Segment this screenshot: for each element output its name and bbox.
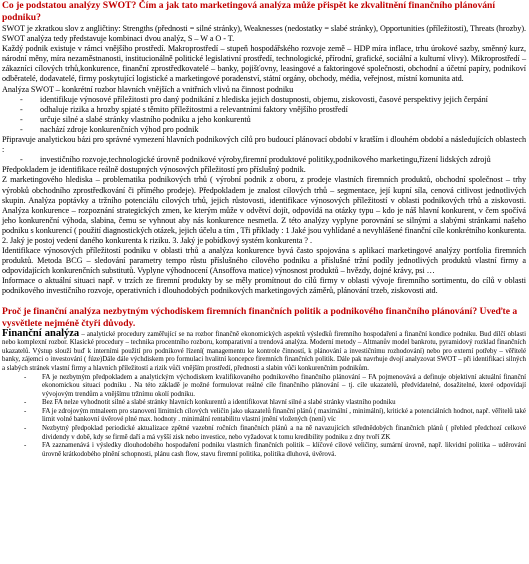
prerequisite-paragraph: Předpokladem je identifikace reálně dostupných výnosových příležitostí pro příslušný podnik. xyxy=(2,165,306,175)
list-item: - identifikuje výnosové příležitosti pro daný podnikání z hlediska jejich dostupnosti, objemu, ziskovosti, časové perspektivy jejich čerpání xyxy=(40,95,526,105)
document-page xyxy=(2,0,526,459)
list-item: - odhaluje rizika a hrozby spjaté s těmito příležitostmi a relevantními faktory vnějšího prostředí xyxy=(40,105,526,115)
list-item: - investičního rozvoje,technologické úrovně podnikové výroby,firemní produktové politiky,podnikového marketingu,řízení lidských zdrojů xyxy=(40,155,526,165)
list-item: - FA je nezbytným předpokladem a analytickým východiskem kvalifikovaného podnikového finančního plánování – FA pojmenovává a definuje objektivní aktuální finanční ekonomickou situaci podniku . Na této základě je možné formulovat reálné cíle finančního plánování – tj. cíle ukazatelů, předvídatelné, dosažitelné, které odpovídají vývojovým trendům a vnějšímu tržnímu okolí podniku. xyxy=(42,374,526,400)
financial-analysis-bullet-list xyxy=(2,374,526,460)
areas-bullet-list xyxy=(2,155,526,165)
environment-paragraph: Každý podnik existuje v rámci vnějšího prostředí. Makroprostředí – stupeň hospodářského rozvoje země – HDP míra inflace, trhu úrokové sazby, směnný kurz, národní měny, míra nezaměstnanosti, institucionálně politické legislativní prostředí, technologické, přírodní, grafické, sociální a kulturní vlivy). Mikroprostředí – zákazníci cílových trhů,konkurence, finanční zprostředkovatelé – banky, pojišťovny, leasingové a faktoringové společnosti, obchodní a účetní papíry, podnikoví odběratelé, dodavatelé, firmy poskytující logistické a marketingové poradenství, státní orgány, obchody, média, veřejnost, místní komunita atd. xyxy=(2,44,526,84)
information-paragraph: Informace o aktuální situaci např. v trzích ze firemní produkty by se měly promítnout do cílů firmy v oblasti vývoje firemního sortimentu, do cílů v oblasti podnikového investičního rozvoje, operativních i dlouhodobých podnikových marketingových záměrů, plánování trzeb, ziskovosti atd. xyxy=(2,276,526,296)
swot-analysis-line: Analýza SWOT – konkrétní rozbor hlavních vnějších a vnitřních vlivů na činnost podniku xyxy=(2,84,294,94)
identification-paragraph: Identifikace výnosových příležitostí podniku v oblasti trhů a analýza konkurence byvá často spojována s aplikací marketingové analýzy portfolia firemních produktů. Metoda BCG – sledování parametry tempo růstu příslušného cílového podniku a příslušné tržní podíly jednotlivých produktů vlastní firmy a odpovídajících konkurenčních substitutů. Vyplyne výhodnocení (Ansoffova matice) výnosnost produktů – hvězdy, dojné krávy, psi … xyxy=(2,246,526,276)
financial-analysis-text: – analytické procedury zaměřující se na rozbor finančně ekonomických aspektů výsledků firemního hospodaření a finanční kondice podniku. Bud dílčí oblasti nebo komplexní rozbor. Klasické procedury – technika procentního rozboru, komparativní a trendová analýza. Moderní metody – Altmanův model bankrotu, pyramidový rozklad finančních ukazatelů. Výstup slouží buď k interními použití pro podnikové řízení( managementu ke kontrole činností, k plánování a investičnímu rozhodování) nebo pro externí potřeby – věřitelé banky, zájemci o investování ( fúze)Dále dále výchdiskem pro formulaci hvalitní koncepce firemních finančních politik. Dále pak navrhuje dvojí analyzovat SWOT – při identifikaci silných a slabých stránek vlastní firmy a hlavních příležitostí a rizik vůči vnějším prostředí, přednosti a slabin vůči konkurenčním podnikům. xyxy=(2,330,526,372)
section-heading-swot: Co je podstatou analýzy SWOT? Čím a jak tato marketingová analýza může přispět ke zkvalitnění finančního plánování podniku? xyxy=(2,0,496,23)
list-item: - FA zaznamenává i výsledky dlouhodobého hospodaření podniku vlastních finančních politik – klíčové cílové veličiny, sumární úrovně, např. likvidní politika – uděrování úrovně krátkodobého plnění schopnosti, plánu cash flow, stavu firemní politika, politika dluhová, úvěrová. xyxy=(42,442,526,459)
section-heading-financial-analysis: Proč je finanční analýza nezbytným východiskem firemních finančních politik a podnikového finančního plánování? Uveďte a vysvětlete nejméně čtyři důvody. xyxy=(2,305,518,329)
list-item: - určuje silné a slabé stránky vlastního podniku a jeho konkurentů xyxy=(40,115,526,125)
list-item: - FA je zdrojovým mtnaleem pro stanovení limitních cílových veličin jako ukazatelů finanční plánů ( maximální , minimální), kritické a potenciálních hodnot, např. věřitelů také limit volné bankovní úvěrové plné max. hodnoty . minimální rentabilitu vlastní jmění vložených (není) víc xyxy=(42,408,526,425)
preparation-paragraph: Připravuje analytickou bázi pro správné vymezení hlavních podnikových cílů pro budoucí plánovací období v kratším i dlouhém období a následujících oblastech : xyxy=(2,135,526,155)
marketing-paragraph: Z marketingového hlediska – problematika podnikových trhů ( výrobní podnik z oboru, z prodeje vlastních firemních produktů, obchodní společnost – trhy výrobků obchodního zprostředkování či přímého prodeje). Předpokladem je znalost cílových trhů – segmentace, její kupní síla, cenová citlivost jednotlivých skupin. Analýza poptávky a tržního potenciálu cílových trhů, jejich růstovosti, identifikace výnosových příležitostí v oblasti podnikových trhů a ziskovosti. Analýza konkurence – rozpoznání strategických zmen, ke kterým může v odvětví dojít, odpovídá na otázky typu – kdo je náš hlavní konkurent, v čem spočívá jeho konkurenční výhoda, slabina, čemu se vyhnout aby nás konkurence nesmetla. Z této analýzy vyplyne porovnání se silnými a slabými stránkami našeho podniku s konkurencí ( použití diagnostických otázek, jejich účelu a tím , Tři příklady : 1 Jaké jsou vyhlídané a nevyhlášené finanční cíle konkrétního konkurenta. 2. Jaký je postoj vedení daného konkurenta k riziku. 3. Jaký je pobídkový systém konkurenta ? . xyxy=(2,175,526,245)
swot-intro-paragraph: SWOT je zkratkou slov z angličtiny: Strengths (přednosti = silné stránky), Weaknesses (nedostatky = slabé stránky), Opportunities (příležitosti), Threats (hrozby). SWOT analýza tedy představuje kombinaci dvou analýz, S – W a O - T. xyxy=(2,24,526,44)
financial-analysis-lead: Finanční analýza xyxy=(2,327,80,339)
list-item: - Nezbytný předpoklad periodické aktualizace zpětné vazební ročních finančních plánů a na ně navazujících střednědobých finančních plánů ( přehled předchozí celkové dividendy v době, kdy se firmě daří a má vyšší zisk nebo investice, nebo vyžadovat k tomu kredibility podniku z dny tvoří ZK xyxy=(42,425,526,442)
swot-bullet-list xyxy=(2,95,526,135)
financial-analysis-intro xyxy=(2,327,526,374)
list-item: - nachází zdroje konkurenčních výhod pro podnik xyxy=(40,125,526,135)
list-item: - Bez FA nelze vyhodnotit silné a slabé stránky hlavních konkurentů a identifikovat hlavní silné a slabé stránky vlastního podniku xyxy=(42,399,526,408)
